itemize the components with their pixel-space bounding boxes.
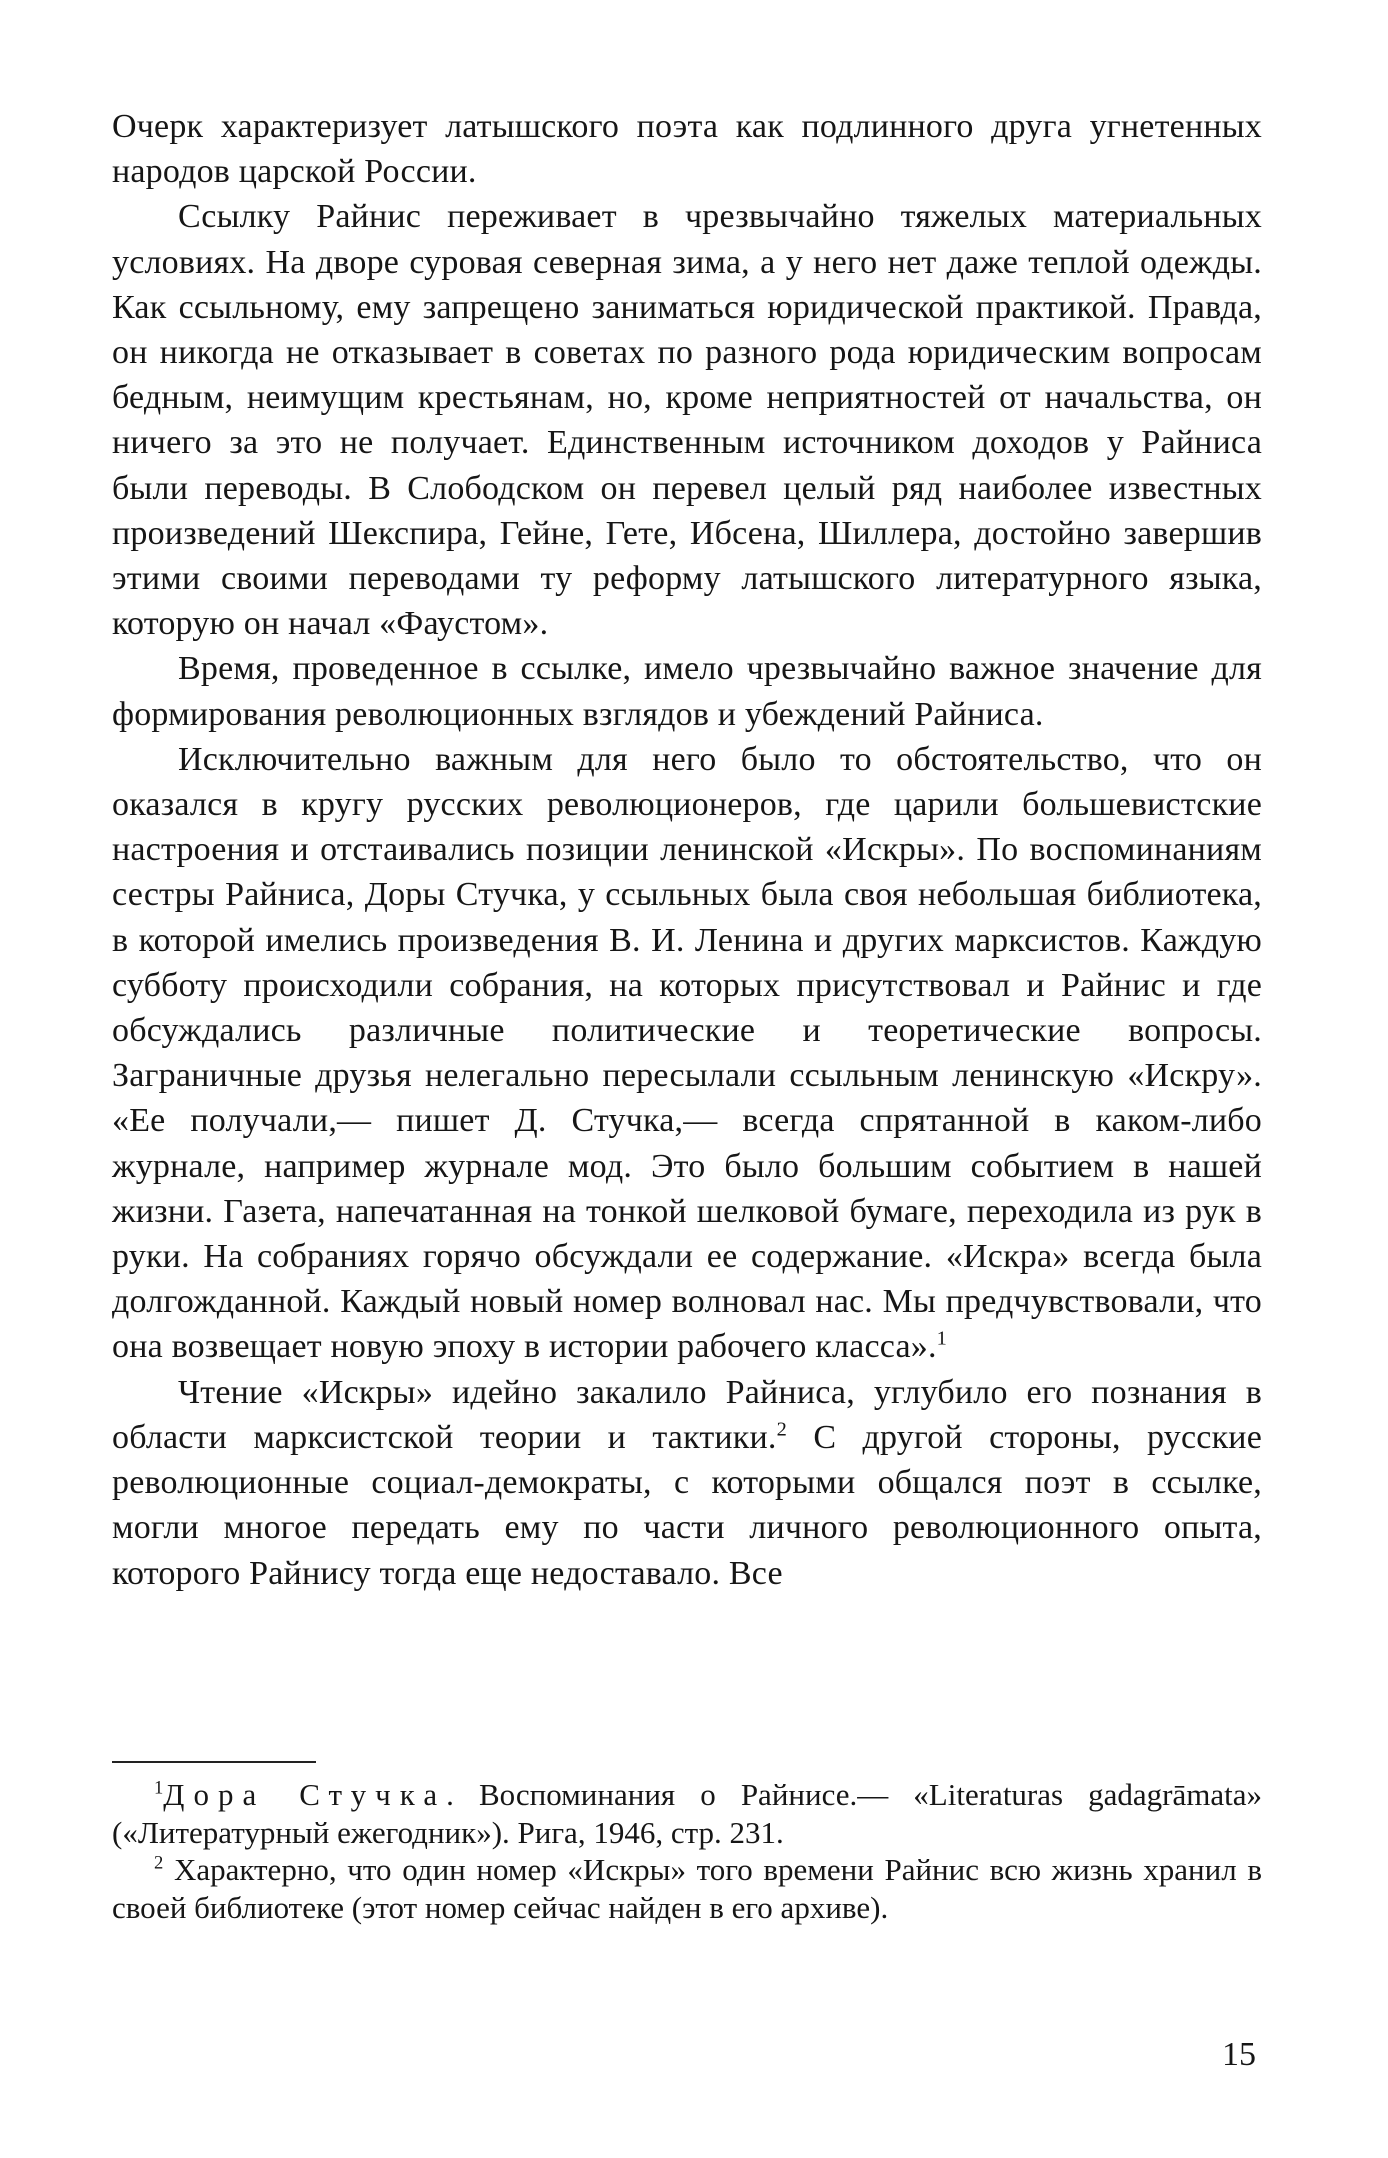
footnote-text: . Воспоминания о Райнисе.— «Literaturas gadagrāmata» («Литературный ежегодник»). Рига, 1946, стр. 231. [112, 1777, 1262, 1850]
footnote-separator [112, 1761, 316, 1763]
footnote [112, 1851, 1262, 1926]
paragraph: Ссылку Райнис переживает в чрезвычайно тяжелых материальных условиях. На дворе суровая северная зима, а у него нет даже теплой одежды. Как ссыльному, ему запрещено заниматься юридической практикой. Правда, он никогда не отказывает в советах по разного рода юридическим вопросам бедным, неимущим крестьянам, но, кроме неприятностей от начальства, он ничего за это не получает. Единственным источником доходов у Райниса были переводы. В Слободском он перевел целый ряд наиболее известных произведений Шекспира, Гейне, Гете, Ибсена, Шиллера, достойно завершив этими своими переводами ту реформу латышского литературного языка, которую он начал «Фаустом». [112, 198, 1262, 643]
footnote-mark: 1 [154, 1777, 164, 1799]
page-number: 15 [1222, 2036, 1256, 2073]
paragraph-text: Чтение «Искры» идейно закалило Райниса, углубило его познания в области марксистской теории и тактики. [112, 1373, 1262, 1456]
paragraph-text: Исключительно важным для него было то обстоятельство, что он оказался в кругу русских революционеров, где царили большевистские настроения и отстаивались позиции ленинской «Искры». По воспоминаниям сестры Райниса, Доры Стучка, у ссыльных была своя небольшая библиотека, в которой имелись произведения В. И. Ленина и других марксистов. Каждую субботу происходили собрания, на которых присутствовал и Райнис и где обсуждались различные политические и теоретические вопросы. Заграничные друзья нелегально пересылали ссыльным ленинскую «Искру». «Ее получали,— пишет Д. Стучка,— всегда спрятанной в каком-либо журнале, например журнале мод. Это было большим событием в нашей жизни. Газета, напечатанная на тонкой шелковой бумаге, переходила из рук в руки. На собраниях горячо обсуждали ее содержание. «Искра» всегда была долгожданной. Каждый новый номер волновал нас. Мы предчувствовали, что она возвещает новую эпоху в истории рабочего класса». [112, 740, 1262, 1366]
footnote [112, 1776, 1262, 1851]
paragraph [112, 1370, 1262, 1596]
footnotes [112, 1776, 1262, 1926]
footnote-author: Дора Стучка [163, 1777, 447, 1812]
main-text [112, 104, 1262, 1596]
paragraph [112, 737, 1262, 1370]
paragraph: Время, проведенное в ссылке, имело чрезвычайно важное значение для формирования революционных взглядов и убеждений Райниса. [112, 650, 1262, 733]
paragraph: Очерк характеризует латышского поэта как подлинного друга угнетенных народов царской России. [112, 108, 1262, 191]
footnote-ref: 1 [936, 1328, 948, 1351]
footnote-mark: 2 [154, 1852, 164, 1874]
paragraph-text: С другой стороны, русские революционные социал-демократы, с которыми общался поэт в ссылке, могли многое передать ему по части личного революционного опыта, которого Райнису тогда еще недоставало. Все [112, 1418, 1262, 1592]
footnote-text: Характерно, что один номер «Искры» того времени Райнис всю жизнь хранил в своей библиотеке (этот номер сейчас найден в его архиве). [112, 1852, 1262, 1925]
footnote-ref: 2 [776, 1418, 788, 1441]
